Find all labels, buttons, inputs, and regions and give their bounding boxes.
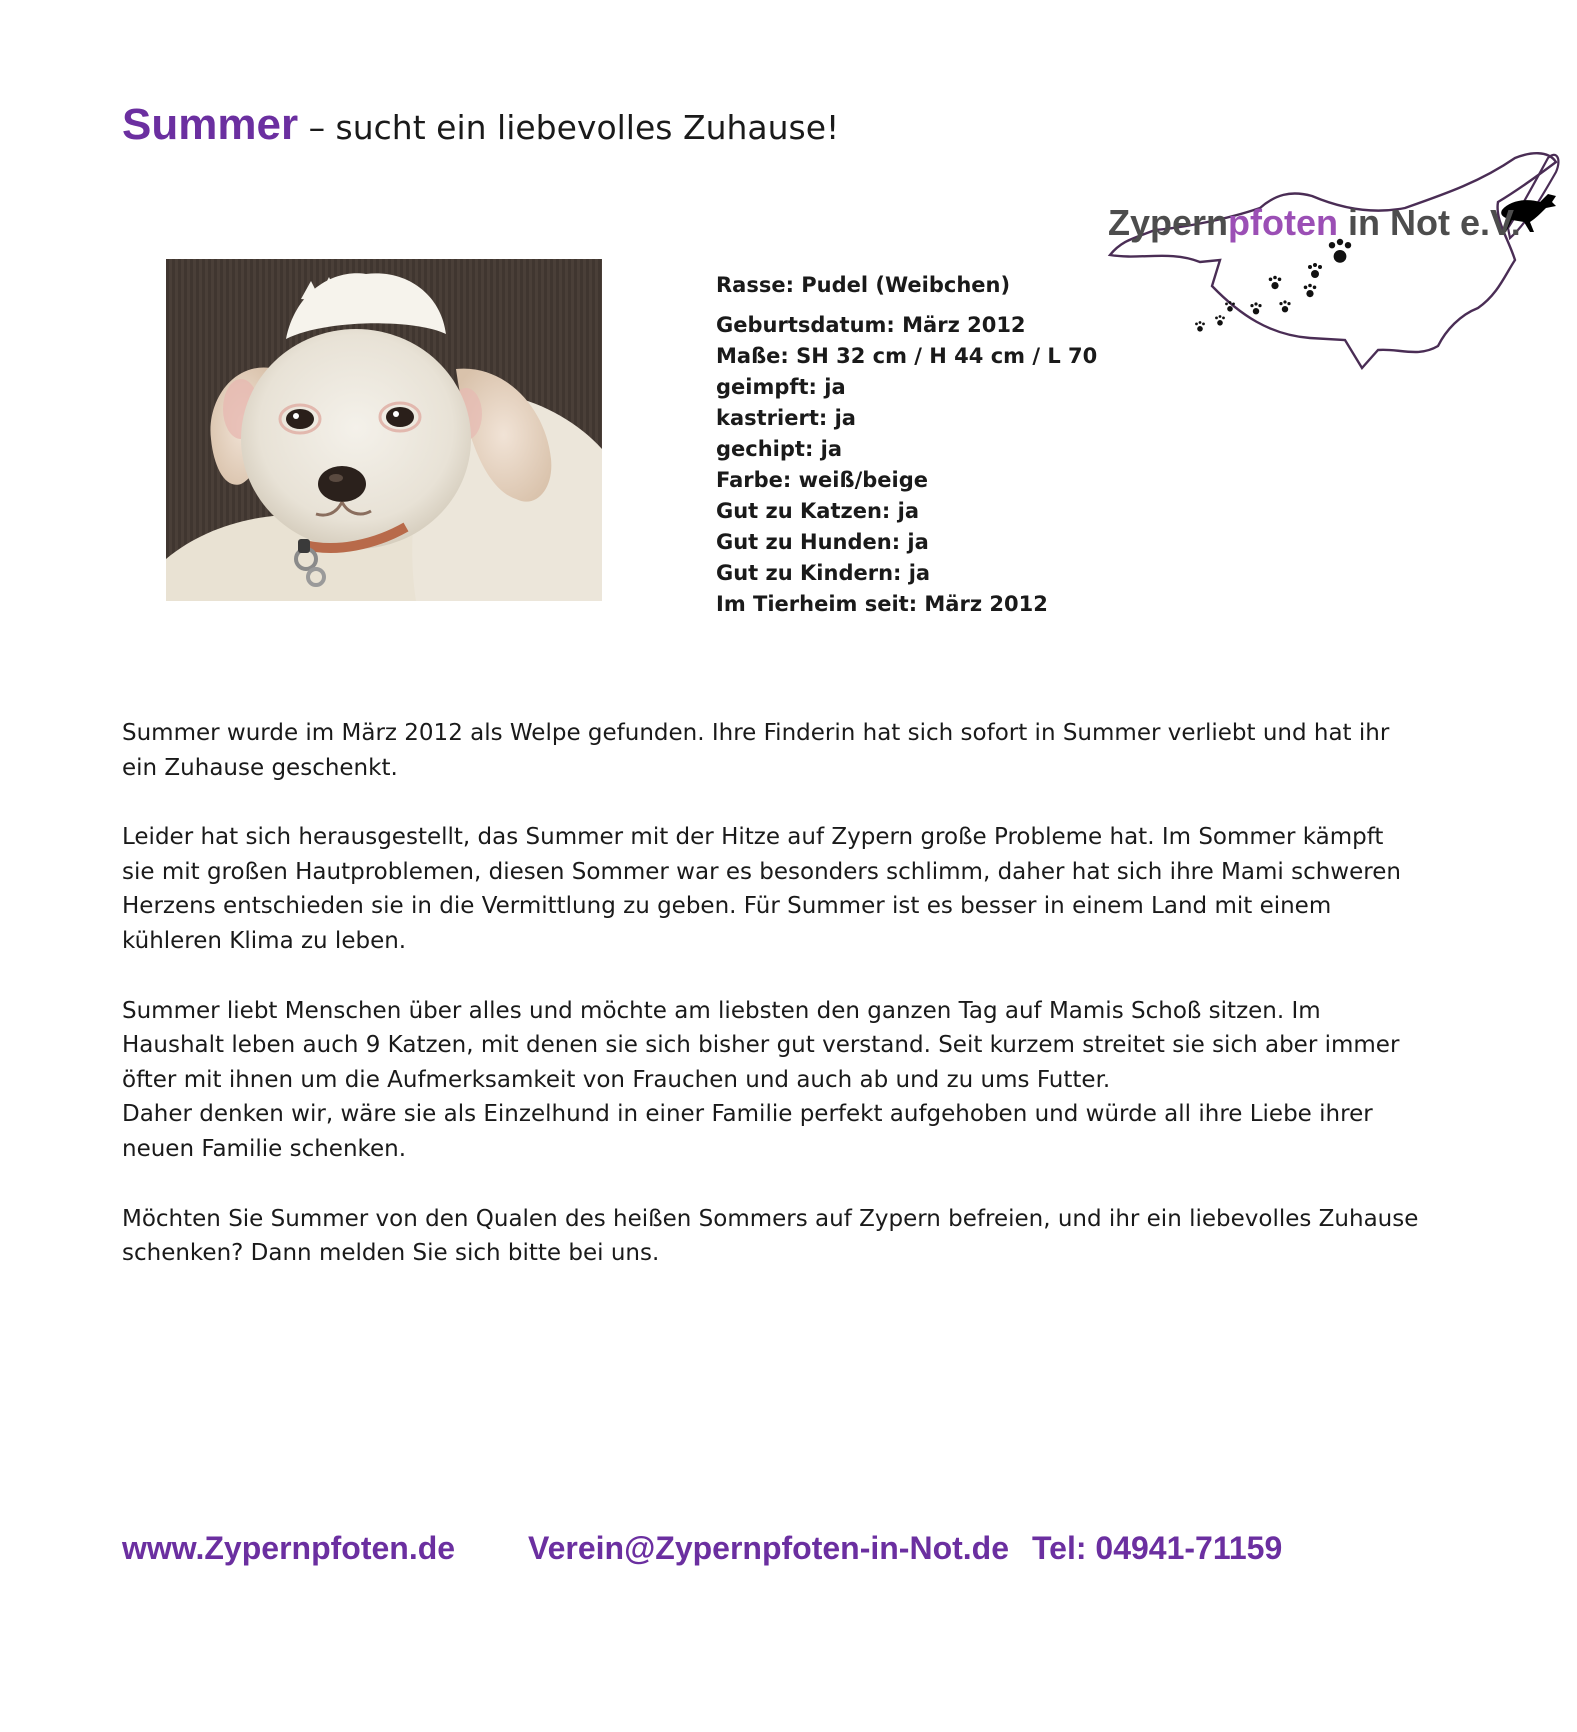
dog-photo	[166, 259, 602, 601]
story-paragraph: Möchten Sie Summer von den Qualen des heißen Sommers auf Zypern befreien, und ihr ein liebevolles Zuhause schenken? Dann melden Sie sich bitte bei uns.	[122, 1205, 1419, 1267]
paw-print-icon	[1195, 321, 1205, 332]
page-title	[122, 100, 839, 150]
fact-color: Farbe: weiß/beige	[716, 468, 928, 492]
fact-neutered: kastriert: ja	[716, 406, 856, 430]
fact-good-with-kids: Gut zu Kindern: ja	[716, 561, 931, 585]
fact-good-with-dogs: Gut zu Hunden: ja	[716, 530, 929, 554]
paw-print-icon	[1269, 276, 1282, 290]
story-paragraph: Daher denken wir, wäre sie als Einzelhund in einer Familie perfekt aufgehoben und würde all ihre Liebe ihrer neuen Familie schenken.	[122, 1101, 1373, 1162]
paw-prints-icon	[1195, 239, 1351, 332]
fact-good-with-cats: Gut zu Katzen: ja	[716, 499, 919, 523]
email-link[interactable]: Verein@Zypernpfoten-in-Not.de	[528, 1530, 1009, 1566]
fact-birthdate: Geburtsdatum: März 2012	[716, 313, 1026, 337]
website-link[interactable]: www.Zypernpfoten.de	[122, 1530, 456, 1566]
fact-chipped: gechipt: ja	[716, 437, 843, 461]
cyprus-outline-path	[1110, 153, 1556, 368]
fact-vaccinated: geimpft: ja	[716, 375, 846, 399]
title-tagline: – sucht ein liebevolles Zuhause!	[298, 108, 840, 147]
paw-print-icon	[1308, 263, 1322, 278]
dog-facts-list	[716, 270, 1097, 620]
paw-print-icon	[1304, 284, 1317, 298]
fact-in-shelter-since: Im Tierheim seit: März 2012	[716, 592, 1048, 616]
fact-breed: Rasse: Pudel (Weibchen)	[716, 273, 1011, 297]
logo-text-part2: pfoten	[1228, 202, 1338, 243]
paw-print-icon	[1279, 300, 1290, 312]
paw-print-icon	[1250, 302, 1261, 314]
dog-name: Summer	[122, 100, 299, 149]
fact-measurements: Maße: SH 32 cm / H 44 cm / L 70	[716, 344, 1098, 368]
phone-number: Tel: 04941-71159	[1032, 1530, 1283, 1566]
logo-text	[1108, 202, 1521, 244]
paw-print-icon	[1215, 315, 1225, 326]
organization-logo	[1100, 110, 1560, 380]
poodle-photo-illustration	[166, 259, 602, 601]
story-paragraph: Leider hat sich herausgestellt, das Summer mit der Hitze auf Zypern große Probleme hat. Im Sommer kämpft sie mit großen Hautproblemen, diesen Sommer war es besonders schlimm, daher hat sich ihre Mami schweren Herzens entschieden sie in die Vermittlung zu geben. Für Summer ist es besser in einem Land mit einem kühleren Klima zu leben.	[122, 824, 1401, 954]
story-text	[122, 716, 1422, 1306]
cyprus-map-outline-icon	[1100, 110, 1560, 380]
logo-text-part1: Zypern	[1108, 202, 1229, 243]
story-paragraph: Summer liebt Menschen über alles und möchte am liebsten den ganzen Tag auf Mamis Schoß sitzen. Im Haushalt leben auch 9 Katzen, mit denen sie sich bisher gut verstand. Seit kurzem streitet sie sich aber immer öfter mit ihnen um die Aufmerksamkeit von Frauchen und auch ab und zu ums Futter.	[122, 997, 1400, 1093]
logo-text-part3: in Not e.V.	[1338, 202, 1521, 243]
story-paragraph: Summer wurde im März 2012 als Welpe gefunden. Ihre Finderin hat sich sofort in Summer verliebt und hat ihr ein Zuhause geschenkt.	[122, 720, 1390, 781]
